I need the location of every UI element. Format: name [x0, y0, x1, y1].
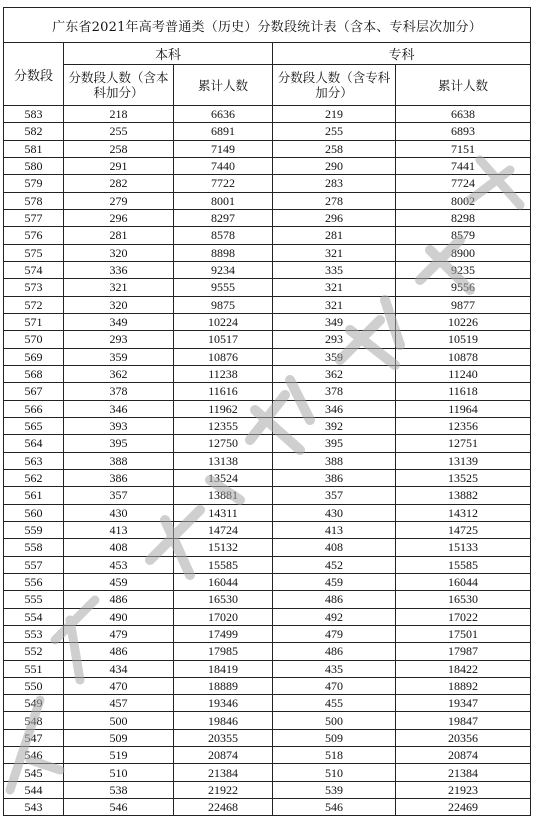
undergrad-count-cell: 321: [64, 279, 174, 296]
undergrad-cumulative-cell: 8578: [174, 227, 273, 244]
college-count-cell: 470: [273, 677, 396, 694]
undergrad-cumulative-cell: 19846: [174, 712, 273, 729]
college-cumulative-cell: 12751: [396, 435, 531, 452]
table-row: [4, 296, 531, 313]
undergrad-count-cell: 479: [64, 625, 174, 642]
college-count-cell: 408: [273, 539, 396, 556]
undergrad-count-cell: 291: [64, 157, 174, 174]
table-row: [4, 539, 531, 556]
college-cumulative-cell: 20874: [396, 747, 531, 764]
college-count-cell: 278: [273, 192, 396, 209]
table-row: [4, 521, 531, 538]
table-row: [4, 331, 531, 348]
score-cell: 567: [4, 383, 64, 400]
college-count-cell: 486: [273, 591, 396, 608]
undergrad-count-cell: 490: [64, 608, 174, 625]
table-row: [4, 261, 531, 278]
undergrad-count-cell: 296: [64, 209, 174, 226]
undergrad-cumulative-cell: 10224: [174, 313, 273, 330]
college-count-cell: 430: [273, 504, 396, 521]
college-cumulative-cell: 11964: [396, 400, 531, 417]
undergrad-count-cell: 346: [64, 400, 174, 417]
table-row: [4, 192, 531, 209]
college-count-cell: 500: [273, 712, 396, 729]
table-row: [4, 469, 531, 486]
undergrad-count-cell: 388: [64, 452, 174, 469]
table-row: [4, 123, 531, 140]
table-row: [4, 452, 531, 469]
college-count-cell: 518: [273, 747, 396, 764]
score-cell: 578: [4, 192, 64, 209]
table-row: [4, 504, 531, 521]
table-row: [4, 695, 531, 712]
undergrad-cumulative-cell: 10876: [174, 348, 273, 365]
undergrad-cumulative-cell: 17020: [174, 608, 273, 625]
college-cumulative-cell: 17022: [396, 608, 531, 625]
undergrad-count-cell: 281: [64, 227, 174, 244]
college-cumulative-cell: 10519: [396, 331, 531, 348]
undergrad-count-cell: 386: [64, 469, 174, 486]
undergrad-cumulative-cell: 11616: [174, 383, 273, 400]
table-row: [4, 175, 531, 192]
college-cumulative-cell: 13139: [396, 452, 531, 469]
undergrad-cumulative-cell: 11238: [174, 365, 273, 382]
table-row: [4, 400, 531, 417]
table-row: [4, 140, 531, 157]
college-cumulative-cell: 20356: [396, 729, 531, 746]
table-row: [4, 556, 531, 573]
undergrad-cumulative-cell: 14311: [174, 504, 273, 521]
undergrad-count-cell: 218: [64, 106, 174, 123]
college-cumulative-cell: 15133: [396, 539, 531, 556]
table-row: [4, 712, 531, 729]
undergrad-count-cell: 500: [64, 712, 174, 729]
college-count-cell: 539: [273, 781, 396, 798]
undergrad-count-cell: 430: [64, 504, 174, 521]
score-cell: 547: [4, 729, 64, 746]
college-count-cell: 413: [273, 521, 396, 538]
college-cumulative-cell: 10226: [396, 313, 531, 330]
score-cell: 570: [4, 331, 64, 348]
undergrad-count-cell: 279: [64, 192, 174, 209]
college-count-cell: 546: [273, 799, 396, 816]
table-row: [4, 660, 531, 677]
undergrad-count-cell: 255: [64, 123, 174, 140]
undergrad-cumulative-cell: 15132: [174, 539, 273, 556]
table-row: [4, 209, 531, 226]
table-row: [4, 244, 531, 261]
college-count-cell: 296: [273, 209, 396, 226]
undergrad-count-cell: 453: [64, 556, 174, 573]
undergrad-cumulative-cell: 8001: [174, 192, 273, 209]
college-cumulative-cell: 8298: [396, 209, 531, 226]
undergrad-count-cell: 393: [64, 417, 174, 434]
score-cell: 553: [4, 625, 64, 642]
table-row: [4, 747, 531, 764]
score-cell: 561: [4, 487, 64, 504]
college-cumulative-cell: 22469: [396, 799, 531, 816]
undergrad-count-cell: 510: [64, 764, 174, 781]
table-row: [4, 781, 531, 798]
table-body: [4, 106, 531, 816]
table-row: [4, 799, 531, 816]
college-count-cell: 486: [273, 643, 396, 660]
college-cumulative-cell: 9556: [396, 279, 531, 296]
college-cumulative-cell: 11618: [396, 383, 531, 400]
college-count-cell: 479: [273, 625, 396, 642]
college-cumulative-cell: 17987: [396, 643, 531, 660]
score-cell: 548: [4, 712, 64, 729]
undergrad-cumulative-cell: 16530: [174, 591, 273, 608]
college-count-cell: 283: [273, 175, 396, 192]
college-cumulative-cell: 7151: [396, 140, 531, 157]
undergrad-count-cell: 395: [64, 435, 174, 452]
college-cumulative-cell: 12356: [396, 417, 531, 434]
score-column-header: 分数段: [4, 43, 64, 106]
college-cumulative-cell: 16044: [396, 573, 531, 590]
undergrad-cumulative-cell: 8898: [174, 244, 273, 261]
undergrad-count-cell: 486: [64, 643, 174, 660]
score-cell: 556: [4, 573, 64, 590]
college-count-cell: 321: [273, 296, 396, 313]
score-cell: 560: [4, 504, 64, 521]
undergrad-count-header: 分数段人数（含本科加分）: [64, 65, 174, 106]
table-row: [4, 313, 531, 330]
score-cell: 551: [4, 660, 64, 677]
undergrad-cumulative-cell: 22468: [174, 799, 273, 816]
undergrad-count-cell: 519: [64, 747, 174, 764]
score-cell: 550: [4, 677, 64, 694]
undergrad-cumulative-cell: 21922: [174, 781, 273, 798]
college-cumulative-cell: 21384: [396, 764, 531, 781]
college-count-cell: 362: [273, 365, 396, 382]
college-cumulative-cell: 6638: [396, 106, 531, 123]
college-cumulative-cell: 8579: [396, 227, 531, 244]
table-row: [4, 227, 531, 244]
college-count-cell: 357: [273, 487, 396, 504]
score-cell: 564: [4, 435, 64, 452]
table-row: [4, 729, 531, 746]
undergrad-count-cell: 434: [64, 660, 174, 677]
college-cumulative-cell: 15585: [396, 556, 531, 573]
college-count-cell: 492: [273, 608, 396, 625]
table-row: [4, 608, 531, 625]
undergrad-count-cell: 408: [64, 539, 174, 556]
college-count-cell: 459: [273, 573, 396, 590]
table-row: [4, 106, 531, 123]
table-row: [4, 677, 531, 694]
score-cell: 565: [4, 417, 64, 434]
college-cumulative-cell: 8002: [396, 192, 531, 209]
score-cell: 571: [4, 313, 64, 330]
score-cell: 575: [4, 244, 64, 261]
score-cell: 566: [4, 400, 64, 417]
table-row: [4, 487, 531, 504]
score-cell: 544: [4, 781, 64, 798]
table-row: [4, 365, 531, 382]
college-count-cell: 378: [273, 383, 396, 400]
college-count-cell: 349: [273, 313, 396, 330]
score-cell: 574: [4, 261, 64, 278]
college-count-cell: 219: [273, 106, 396, 123]
undergrad-cumulative-cell: 13881: [174, 487, 273, 504]
college-cumulative-cell: 10878: [396, 348, 531, 365]
score-cell: 577: [4, 209, 64, 226]
college-count-cell: 392: [273, 417, 396, 434]
score-cell: 559: [4, 521, 64, 538]
undergrad-count-cell: 546: [64, 799, 174, 816]
undergrad-cumulative-cell: 20355: [174, 729, 273, 746]
college-count-cell: 321: [273, 279, 396, 296]
undergrad-cumulative-cell: 8297: [174, 209, 273, 226]
college-count-cell: 321: [273, 244, 396, 261]
score-cell: 569: [4, 348, 64, 365]
college-count-cell: 335: [273, 261, 396, 278]
undergrad-cumulative-cell: 18889: [174, 677, 273, 694]
undergrad-cumulative-cell: 11962: [174, 400, 273, 417]
undergrad-cumulative-header: 累计人数: [174, 65, 273, 106]
score-distribution-table: [3, 7, 531, 816]
college-count-cell: 281: [273, 227, 396, 244]
undergrad-cumulative-cell: 6636: [174, 106, 273, 123]
undergrad-cumulative-cell: 9875: [174, 296, 273, 313]
undergrad-cumulative-cell: 7722: [174, 175, 273, 192]
score-cell: 557: [4, 556, 64, 573]
college-cumulative-cell: 16530: [396, 591, 531, 608]
college-count-cell: 386: [273, 469, 396, 486]
score-cell: 563: [4, 452, 64, 469]
table-title: 广东省2021年高考普通类（历史）分数段统计表（含本、专科层次加分）: [4, 8, 531, 43]
college-count-cell: 435: [273, 660, 396, 677]
college-count-cell: 290: [273, 157, 396, 174]
score-cell: 543: [4, 799, 64, 816]
college-count-cell: 395: [273, 435, 396, 452]
undergrad-count-cell: 509: [64, 729, 174, 746]
score-cell: 580: [4, 157, 64, 174]
undergrad-cumulative-cell: 14724: [174, 521, 273, 538]
table-row: [4, 764, 531, 781]
college-count-cell: 388: [273, 452, 396, 469]
college-count-cell: 510: [273, 764, 396, 781]
undergrad-cumulative-cell: 7149: [174, 140, 273, 157]
undergrad-count-cell: 349: [64, 313, 174, 330]
score-cell: 573: [4, 279, 64, 296]
table-row: [4, 348, 531, 365]
college-cumulative-cell: 9877: [396, 296, 531, 313]
undergrad-count-cell: 357: [64, 487, 174, 504]
undergrad-count-cell: 320: [64, 296, 174, 313]
college-cumulative-cell: 6893: [396, 123, 531, 140]
undergrad-cumulative-cell: 16044: [174, 573, 273, 590]
undergrad-cumulative-cell: 12355: [174, 417, 273, 434]
college-count-header: 分数段人数（含专科加分）: [273, 65, 396, 106]
college-cumulative-cell: 21923: [396, 781, 531, 798]
table-row: [4, 383, 531, 400]
undergrad-cumulative-cell: 20874: [174, 747, 273, 764]
table-row: [4, 625, 531, 642]
undergrad-cumulative-cell: 18419: [174, 660, 273, 677]
college-count-cell: 359: [273, 348, 396, 365]
table-row: [4, 435, 531, 452]
college-group-header: 专科: [273, 43, 531, 65]
undergrad-cumulative-cell: 13524: [174, 469, 273, 486]
score-cell: 568: [4, 365, 64, 382]
table-row: [4, 279, 531, 296]
undergrad-cumulative-cell: 9234: [174, 261, 273, 278]
undergrad-cumulative-cell: 9555: [174, 279, 273, 296]
undergrad-cumulative-cell: 21384: [174, 764, 273, 781]
undergrad-count-cell: 359: [64, 348, 174, 365]
college-count-cell: 293: [273, 331, 396, 348]
score-cell: 545: [4, 764, 64, 781]
college-count-cell: 455: [273, 695, 396, 712]
college-cumulative-cell: 8900: [396, 244, 531, 261]
undergrad-count-cell: 459: [64, 573, 174, 590]
college-cumulative-cell: 14312: [396, 504, 531, 521]
undergrad-cumulative-cell: 19346: [174, 695, 273, 712]
score-cell: 552: [4, 643, 64, 660]
college-cumulative-cell: 7724: [396, 175, 531, 192]
score-cell: 546: [4, 747, 64, 764]
score-cell: 558: [4, 539, 64, 556]
table-row: [4, 417, 531, 434]
undergrad-count-cell: 336: [64, 261, 174, 278]
undergrad-count-cell: 378: [64, 383, 174, 400]
score-cell: 555: [4, 591, 64, 608]
college-count-cell: 509: [273, 729, 396, 746]
college-cumulative-cell: 11240: [396, 365, 531, 382]
college-cumulative-cell: 14725: [396, 521, 531, 538]
college-cumulative-cell: 13882: [396, 487, 531, 504]
score-cell: 579: [4, 175, 64, 192]
undergrad-count-cell: 538: [64, 781, 174, 798]
score-cell: 554: [4, 608, 64, 625]
score-cell: 582: [4, 123, 64, 140]
undergrad-count-cell: 362: [64, 365, 174, 382]
undergrad-count-cell: 293: [64, 331, 174, 348]
undergrad-cumulative-cell: 17985: [174, 643, 273, 660]
table-row: [4, 591, 531, 608]
college-cumulative-cell: 9235: [396, 261, 531, 278]
undergrad-cumulative-cell: 10517: [174, 331, 273, 348]
undergrad-cumulative-cell: 13138: [174, 452, 273, 469]
undergrad-cumulative-cell: 12750: [174, 435, 273, 452]
undergrad-count-cell: 320: [64, 244, 174, 261]
undergrad-cumulative-cell: 17499: [174, 625, 273, 642]
undergrad-count-cell: 486: [64, 591, 174, 608]
undergrad-count-cell: 282: [64, 175, 174, 192]
score-cell: 562: [4, 469, 64, 486]
college-cumulative-cell: 13525: [396, 469, 531, 486]
score-cell: 549: [4, 695, 64, 712]
college-count-cell: 258: [273, 140, 396, 157]
score-cell: 576: [4, 227, 64, 244]
undergrad-count-cell: 258: [64, 140, 174, 157]
college-count-cell: 452: [273, 556, 396, 573]
college-cumulative-cell: 19347: [396, 695, 531, 712]
college-cumulative-cell: 17501: [396, 625, 531, 642]
college-cumulative-cell: 19847: [396, 712, 531, 729]
undergrad-group-header: 本科: [64, 43, 273, 65]
undergrad-cumulative-cell: 7440: [174, 157, 273, 174]
college-count-cell: 255: [273, 123, 396, 140]
table-row: [4, 643, 531, 660]
college-cumulative-header: 累计人数: [396, 65, 531, 106]
undergrad-cumulative-cell: 15585: [174, 556, 273, 573]
college-cumulative-cell: 7441: [396, 157, 531, 174]
table-row: [4, 573, 531, 590]
score-cell: 583: [4, 106, 64, 123]
undergrad-count-cell: 470: [64, 677, 174, 694]
college-cumulative-cell: 18422: [396, 660, 531, 677]
undergrad-count-cell: 457: [64, 695, 174, 712]
college-cumulative-cell: 18892: [396, 677, 531, 694]
undergrad-cumulative-cell: 6891: [174, 123, 273, 140]
undergrad-count-cell: 413: [64, 521, 174, 538]
table-row: [4, 157, 531, 174]
score-cell: 581: [4, 140, 64, 157]
score-cell: 572: [4, 296, 64, 313]
college-count-cell: 346: [273, 400, 396, 417]
